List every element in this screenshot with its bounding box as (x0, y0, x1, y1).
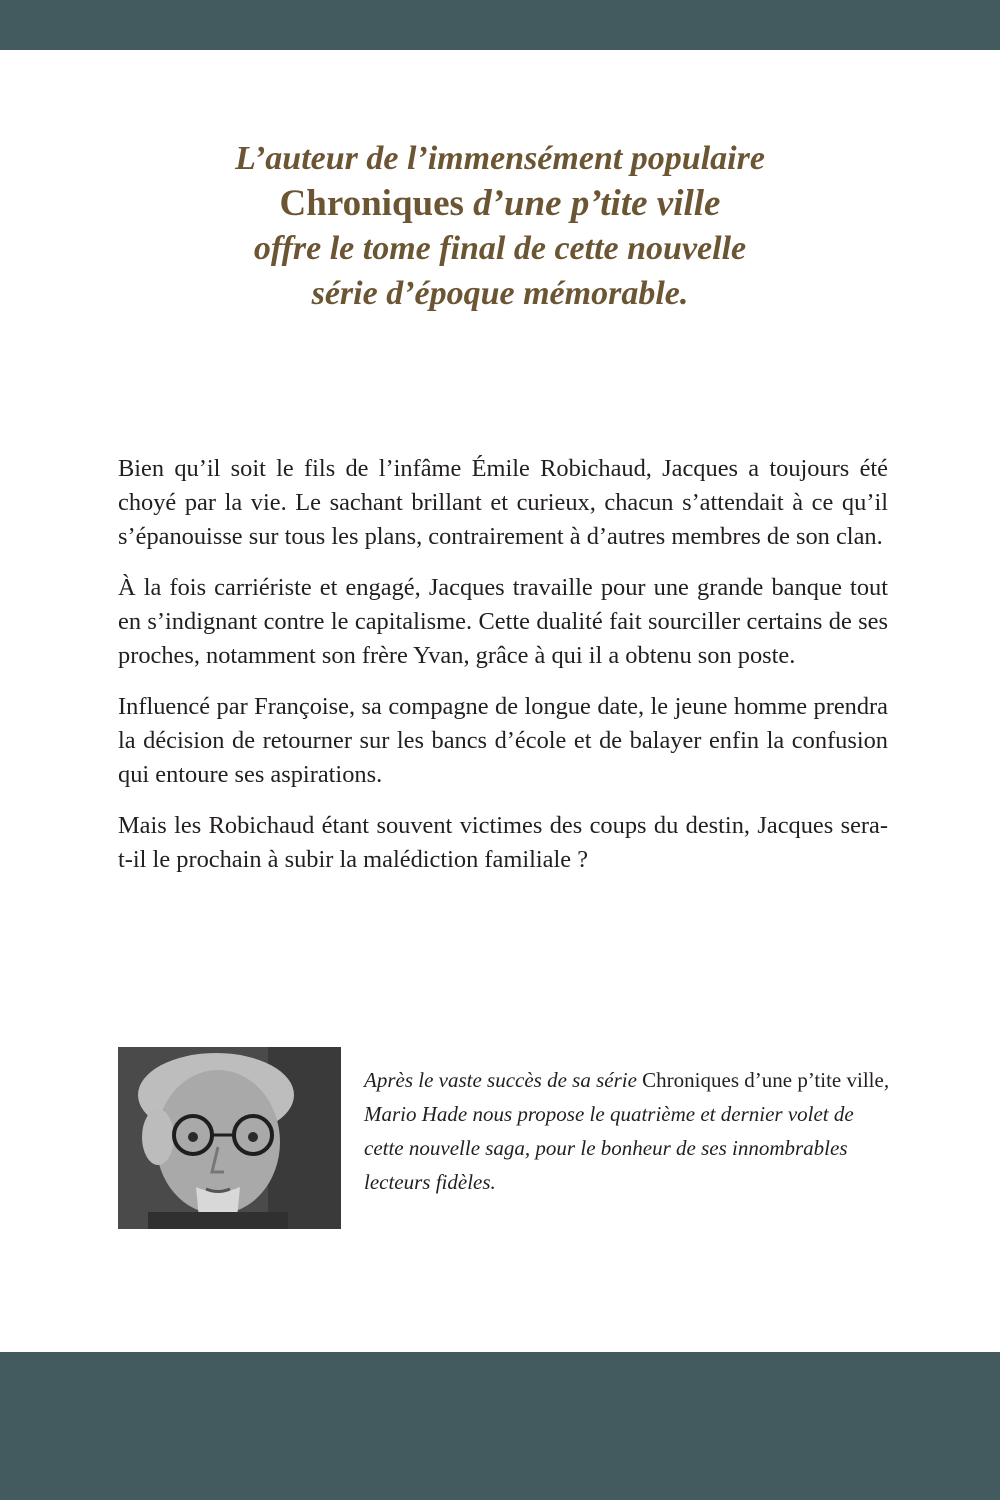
top-color-band (0, 0, 1000, 50)
tagline (100, 136, 900, 316)
author-portrait-illustration (118, 1047, 341, 1229)
synopsis (118, 452, 888, 894)
bottom-color-band (0, 1352, 1000, 1500)
tagline-line-3: offre le tome final de cette nouvelle (253, 230, 747, 267)
tagline-line-1: L’auteur de l’immensément populaire (235, 140, 765, 177)
synopsis-paragraph-1: Bien qu’il soit le fils de l’infâme Émile Robichaud, Jacques a toujours été choyé par la vie. Le sachant brillant et curieux, chacun s’attendait à ce qu’il s’épanouisse sur tous les plans, contrairement à d’autres membres de son clan. (118, 455, 888, 550)
tagline-series-title-roman: Chroniques (279, 183, 464, 224)
author-bio-rest: , Mario Hade nous propose le quatrième et dernier volet de cette nouvelle saga, pour le bonheur de ses innombrables lecteurs fidèles. (364, 1068, 890, 1194)
tagline-line-4: série d’époque mémorable. (311, 275, 689, 312)
synopsis-paragraph-2: À la fois carriériste et engagé, Jacques travaille pour une grande banque tout en s’indignant contre le capitalisme. Cette dualité fait sourciller certains de ses proches, notamment son frère Yvan, grâce à qui il a obtenu son poste. (118, 574, 888, 669)
author-bio-intro: Après le vaste succès de sa série (364, 1068, 643, 1092)
synopsis-paragraph-4: Mais les Robichaud étant souvent victimes des coups du destin, Jacques sera-t-il le prochain à subir la malédiction familiale ? (118, 812, 888, 873)
tagline-series-title-italic: d’une p’tite ville (463, 183, 721, 224)
author-bio-series-title: Chroniques d’une p’tite ville (642, 1068, 884, 1092)
synopsis-paragraph-3: Influencé par Françoise, sa compagne de longue date, le jeune homme prendra la décision de retourner sur les bancs d’école et de balayer enfin la confusion qui entoure ses aspirations. (118, 693, 888, 788)
author-photo (118, 1047, 341, 1229)
author-bio (364, 1063, 894, 1199)
tagline-series-title (100, 181, 900, 226)
